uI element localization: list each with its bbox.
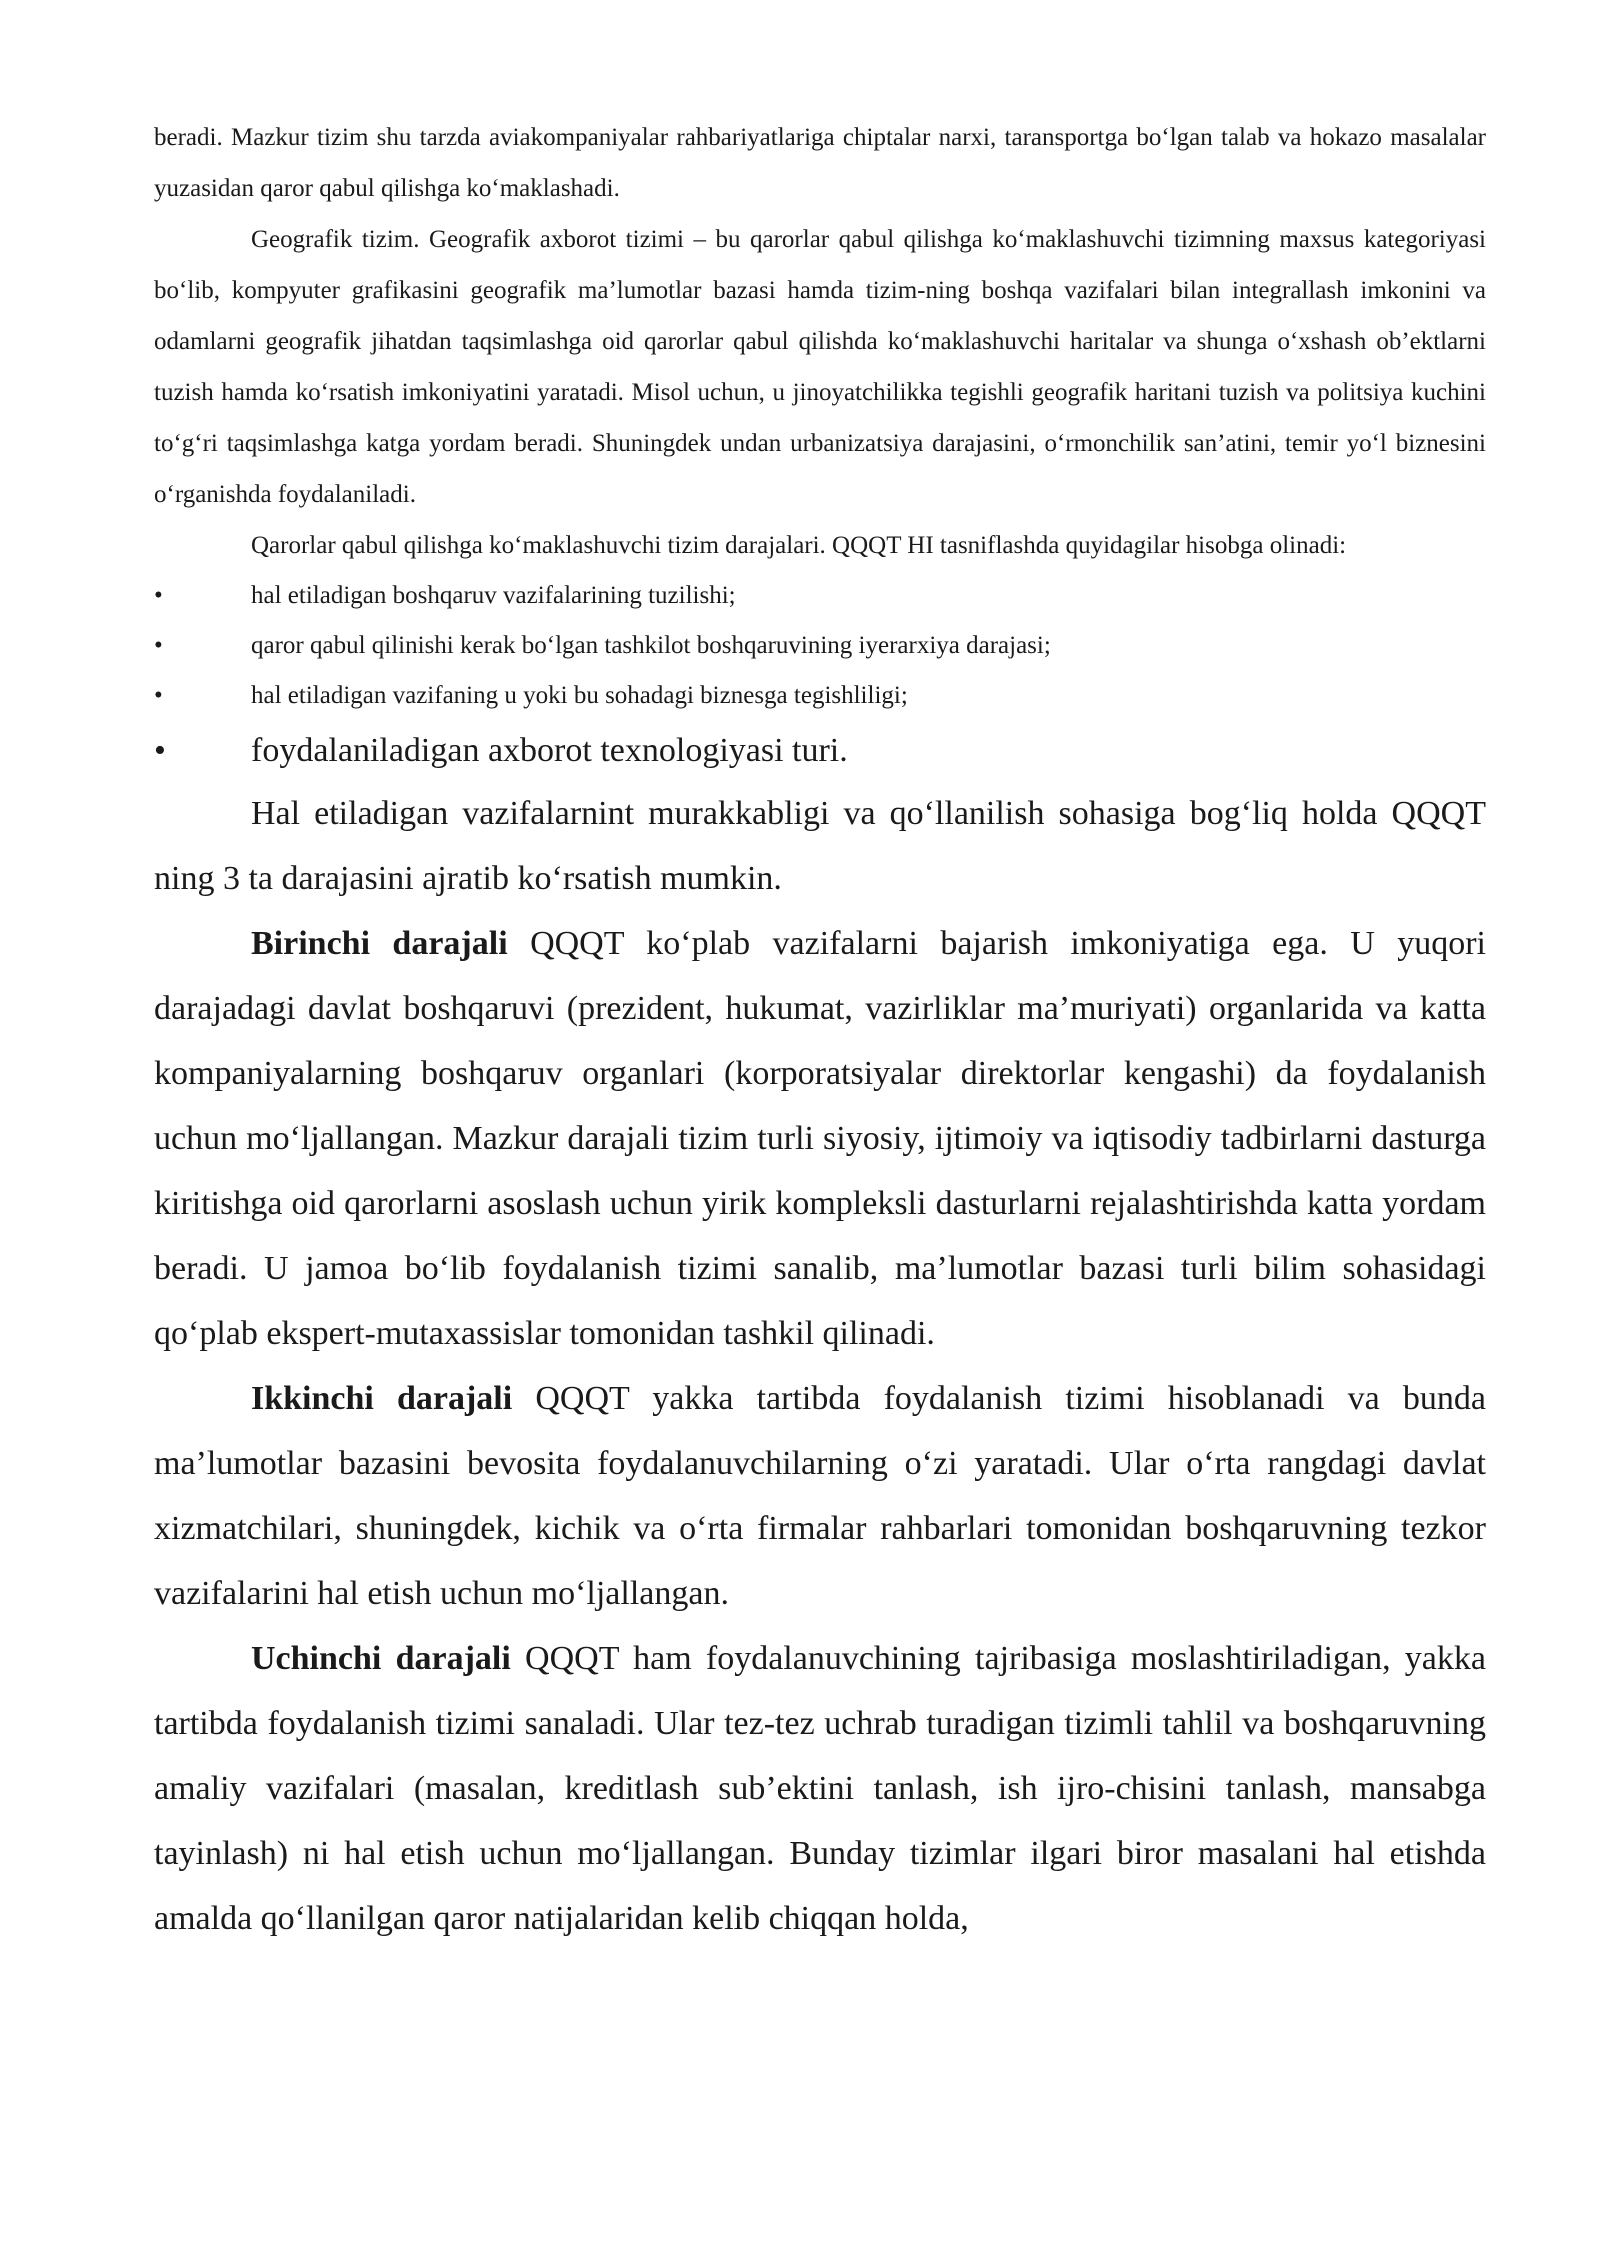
first-level-term: Birinchi darajali <box>251 925 508 962</box>
list-item <box>154 721 1486 781</box>
bullet-mark: • <box>154 682 163 709</box>
bullet-mark: • <box>154 582 163 609</box>
paragraph-third-level <box>154 1626 1486 1951</box>
paragraph-intro: beradi. Mazkur tizim shu tarzda aviakompaniyalar rahbariyatlariga chiptalar narxi, taransportga bo‘lgan talab va hokazo masalalar yuzasidan qaror qabul qilishga ko‘maklashadi. <box>154 124 1486 202</box>
document-page <box>154 112 1486 1951</box>
paragraph-geographic-system: Geografik tizim. Geografik axborot tizimi – bu qarorlar qabul qilishga ko‘maklashuvchi tizimning maxsus kategoriyasi bo‘lib, kompyuter grafikasini geografik ma’lumotlar bazasi hamda tizim-ning boshqa vazifalari bilan integrallash imkonini va odamlarni geografik jihatdan taqsimlashga oid qarorlar qabul qilishda ko‘maklashuvchi haritalar va shunga o‘xshash ob’ektlarni tuzish hamda ko‘rsatish imkoniyatini yaratadi. Misol uchun, u jinoyatchilikka tegishli geografik haritani tuzish va politsiya kuchini to‘g‘ri taqsimlashga katga yordam beradi. Shuningdek undan urbanizatsiya darajasini, o‘rmonchilik san’atini, temir yo‘l biznesini o‘rganishda foydalaniladi. <box>154 226 1486 508</box>
list-item <box>154 671 1486 721</box>
bullet-mark: • <box>154 732 166 769</box>
list-item-text: foydalaniladigan axborot texnologiyasi turi. <box>251 732 848 769</box>
list-item-text: qaror qabul qilinishi kerak bo‘lgan tashkilot boshqaruvining iyerarxiya darajasi; <box>251 632 1051 659</box>
list-item <box>154 621 1486 671</box>
bullet-mark: • <box>154 632 163 659</box>
second-level-term: Ikkinchi darajali <box>251 1380 513 1417</box>
paragraph-first-level <box>154 911 1486 1366</box>
paragraph-system-levels: Qarorlar qabul qilishga ko‘maklashuvchi tizim darajalari. QQQT HI tasniflashda quyidagilar hisobga olinadi: <box>251 532 1347 559</box>
paragraph-second-level <box>154 1366 1486 1626</box>
list-item <box>154 571 1486 621</box>
third-level-text: QQQT ham foydalanuvchining tajribasiga moslashtiriladigan, yakka tartibda foydalanish tizimi sanaladi. Ular tez-tez uchrab turadigan tizimli tahlil va boshqaruvning amaliy vazifalari (masalan, kreditlash sub’ektini tanlash, ish ijro-chisini tanlash, mansabga tayinlash) ni hal etish uchun mo‘ljallangan. Bunday tizimlar ilgari biror masalani hal etishda amalda qo‘llanilgan qaror natijalaridan kelib chiqqan holda, <box>154 1640 1486 1937</box>
second-level-text: QQQT yakka tartibda foydalanish tizimi hisoblanadi va bunda ma’lumotlar bazasini bevosita foydalanuvchilarning o‘zi yaratadi. Ular o‘rta rangdagi davlat xizmatchilari, shuningdek, kichik va o‘rta firmalar rahbarlari tomonidan boshqaruvning tezkor vazifalarini hal etish uchun mo‘ljallangan. <box>154 1380 1486 1612</box>
list-item-text: hal etiladigan boshqaruv vazifalarining tuzilishi; <box>251 582 736 609</box>
third-level-term: Uchinchi darajali <box>251 1640 511 1677</box>
first-level-text: QQQT ko‘plab vazifalarni bajarish imkoniyatiga ega. U yuqori darajadagi davlat boshqaruvi (prezident, hukumat, vazirliklar ma’muriyati) organlarida va katta kompaniyalarning boshqaruv organlari (korporatsiyalar direktorlar kengashi) da foydalanish uchun mo‘ljallangan. Mazkur darajali tizim turli siyosiy, ijtimoiy va iqtisodiy tadbirlarni dasturga kiritishga oid qarorlarni asoslash uchun yirik kompleksli dasturlarni rejalashtirishda katta yordam beradi. U jamoa bo‘lib foydalanish tizimi sanalib, ma’lumotlar bazasi turli bilim sohasidagi qo‘plab ekspert-mutaxassislar tomonidan tashkil qilinadi. <box>154 925 1487 1352</box>
paragraph-three-levels: Hal etiladigan vazifalarnint murakkabligi va qo‘llanilish sohasiga bog‘liq holda QQQT ning 3 ta darajasini ajratib ko‘rsatish mumkin. <box>154 795 1486 897</box>
list-item-text: hal etiladigan vazifaning u yoki bu sohadagi biznesga tegishliligi; <box>251 682 908 709</box>
